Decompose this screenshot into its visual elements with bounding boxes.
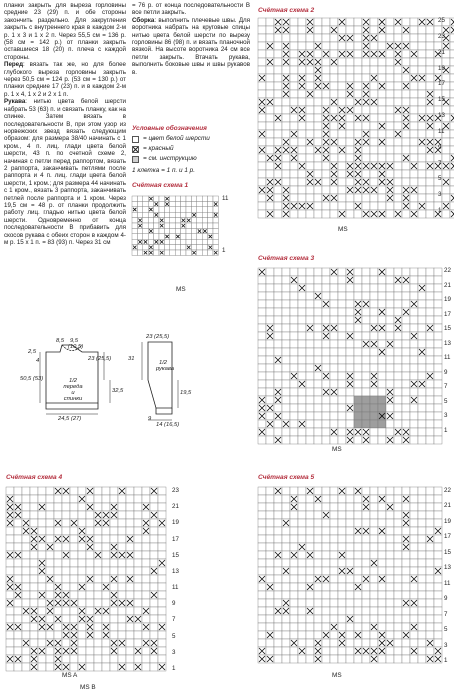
legend-title: Условные обозначения: [132, 125, 207, 132]
row-number: 17: [444, 533, 451, 541]
paragraph-sleeve: : нитью цвета белой шерсти набрать 53 (63) п. и связать планку, как на спинке. Затем вязать в последовательности В, при этом узор из норвежских звезд вязать следующим образом: для размера 38/40 начинать с 1 кром., 4 п. лиц. глади цвета белой шерсти, 43 п. по счетной схеме 2, начиная с петли перед раппортом, вязать 2 раппорта, заканчивать петлями после раппорта и 4 п. лиц. глади цвета белой шерсти, 1 кром.; для размера 44 начинать с 1 кром., вязать 3 раппорта, заканчивать петлей после раппорта и 1 кром. Через 19,5 см = 48 р. от планки продолжить работу лиц. гладью нитью цвета белой шерсти. Одновременно от конца последовательности В прибавить для скосов рукава с обеих сторон в каждом 4-м р. 15 х 1 п. = 83 (93) п. Через 31 см: [4, 98, 126, 246]
row-number: 3: [444, 641, 448, 649]
scheme-5-title: Счётная схема 5: [258, 474, 315, 481]
row-number: 13: [172, 567, 179, 575]
row-number: 5: [172, 632, 176, 640]
dim-side: 23 (25,5): [88, 356, 112, 362]
row-number: 19: [438, 64, 445, 72]
scheme-3-ms: MS: [332, 446, 342, 453]
row-number: 7: [444, 383, 448, 391]
scheme-5-ms: MS: [332, 672, 342, 679]
scheme-2-title: Счётная схема 2: [258, 7, 315, 14]
row-number: 11: [444, 354, 451, 362]
row-number: 15: [438, 96, 445, 104]
row-number: 13: [444, 339, 451, 347]
row-number: 17: [438, 80, 445, 88]
row-number: 9: [444, 368, 448, 376]
front-label: Перед: [4, 61, 24, 69]
legend-item-instruction: = см. инструкцию: [132, 155, 252, 163]
dim-top-2: 9,5: [70, 338, 79, 344]
dim-top-3: (10,5): [68, 344, 84, 350]
row-number: 1: [222, 247, 226, 254]
row-number: 3: [438, 191, 442, 199]
dim-d1: 2,5: [28, 349, 37, 355]
scheme-1-ms: MS: [176, 286, 186, 293]
row-number: 3: [444, 412, 448, 420]
row-number: 11: [438, 127, 445, 135]
piece-label-back: 1/2 переда и спинки: [63, 378, 83, 402]
row-number: 3: [172, 648, 176, 656]
paragraph-front: : вязать так же, но для более глубокого выреза горловины закрыть через 50,5 см = 124 р. (53 см = 130 р.) от планки средние 17 (23) п. и в каждом 2-м р. 1 х 4, 1 х 2 и 2 х 1 п.: [4, 61, 126, 98]
row-number: 21: [172, 503, 179, 511]
dim-top-1: 8,5: [56, 338, 65, 344]
row-number: 1: [444, 427, 448, 434]
row-number: 1: [172, 665, 176, 672]
dim-h1: 50,5 (53): [20, 376, 44, 382]
row-number: 7: [438, 159, 442, 167]
row-number: 15: [444, 325, 451, 333]
sleeve-dim-bottom: 9: [148, 416, 152, 422]
row-number: 9: [438, 143, 442, 151]
row-number: 19: [444, 517, 451, 525]
legend-note: 1 клетка = 1 п. и 1 р.: [132, 167, 195, 174]
row-number: 5: [444, 626, 448, 634]
row-number: 15: [172, 551, 179, 559]
piece-label-sleeve: 1/2 рукава: [156, 360, 175, 372]
row-number: 15: [444, 548, 451, 556]
row-number: 23: [438, 32, 445, 40]
row-number: 11: [172, 584, 179, 592]
scheme-2-ms: MS: [338, 226, 348, 233]
row-number: 9: [172, 600, 176, 608]
scheme-1-title: Счётная схема 1: [132, 182, 189, 189]
row-number: 21: [444, 281, 451, 289]
scheme-2-grid: [258, 18, 454, 218]
dim-h2: 32,5: [112, 388, 124, 394]
row-number: 17: [444, 310, 451, 318]
row-number: 1: [444, 657, 448, 664]
scheme-4-ms-b: MS B: [80, 684, 96, 691]
sleeve-dim-h: 31: [128, 356, 135, 362]
row-number: 19: [444, 296, 451, 304]
row-number: 1: [438, 207, 442, 214]
paragraph-back: планки закрыть для выреза горловины средние 23 (29) п. и обе стороны закончить раздельно. Для закругления закрыть с внутреннего края в каждом 2-м р. 1 х 3 и 1 х 2 п. Через 55,5 см = 136 р. (58 см = 142 р.) от планки закрыть оставшиеся 18 (20) п. плеча с каждой стороны.: [4, 2, 126, 61]
row-number: 7: [444, 610, 448, 618]
row-number: 22: [444, 267, 451, 274]
sleeve-dim-w: 14 (16,5): [156, 422, 180, 428]
scheme-3-title: Счётная схема 3: [258, 255, 315, 262]
row-number: 19: [172, 519, 179, 527]
dim-d3: 4: [36, 358, 40, 364]
paragraph-assembly: : выполнить плечевые швы. Для воротника набрать на круговые спицы нитью цвета белой шерсти по вырезу горловины 86 (98) п. и вязать планочной вязкой. На высоте воротника 24 см все петли закрыть. Втачать рукава, выполнить боковые швы и швы рукавов в.: [132, 16, 250, 76]
scheme-1-grid: [132, 196, 218, 255]
sleeve-dim-h2: 19,5: [180, 390, 192, 396]
scheme-4-title: Счётная схема 4: [6, 474, 63, 481]
row-number: 17: [172, 535, 179, 543]
row-number: 11: [222, 195, 229, 202]
row-number: 22: [444, 487, 451, 494]
paragraph-sleeve-end: = 76 р. от конца последовательности В все петли закрыть.: [132, 2, 250, 17]
row-number: 25: [438, 17, 445, 24]
row-number: 21: [438, 48, 445, 56]
row-number: 5: [444, 397, 448, 405]
sleeve-label: Рукава: [4, 98, 26, 106]
row-number: 7: [172, 616, 176, 624]
row-number: 5: [438, 175, 442, 183]
row-number: 11: [444, 579, 451, 587]
row-number: 13: [438, 112, 445, 119]
legend-item-white: = цвет белой шерсти: [132, 135, 252, 143]
row-number: 23: [172, 487, 179, 494]
assembly-label: Сборка: [132, 16, 155, 24]
scheme-4-grid: [6, 487, 166, 671]
row-number: 21: [444, 502, 451, 510]
legend-item-red: = красный: [132, 145, 252, 153]
scheme-5-grid: [258, 487, 442, 663]
scheme-4-ms-a: MS A: [62, 672, 78, 679]
sleeve-dim-top: 23 (25,5): [146, 334, 170, 340]
row-number: 9: [444, 595, 448, 603]
scheme-3-grid: [258, 268, 442, 444]
row-number: 13: [444, 564, 451, 572]
dim-width: 24,5 (27): [58, 416, 82, 422]
